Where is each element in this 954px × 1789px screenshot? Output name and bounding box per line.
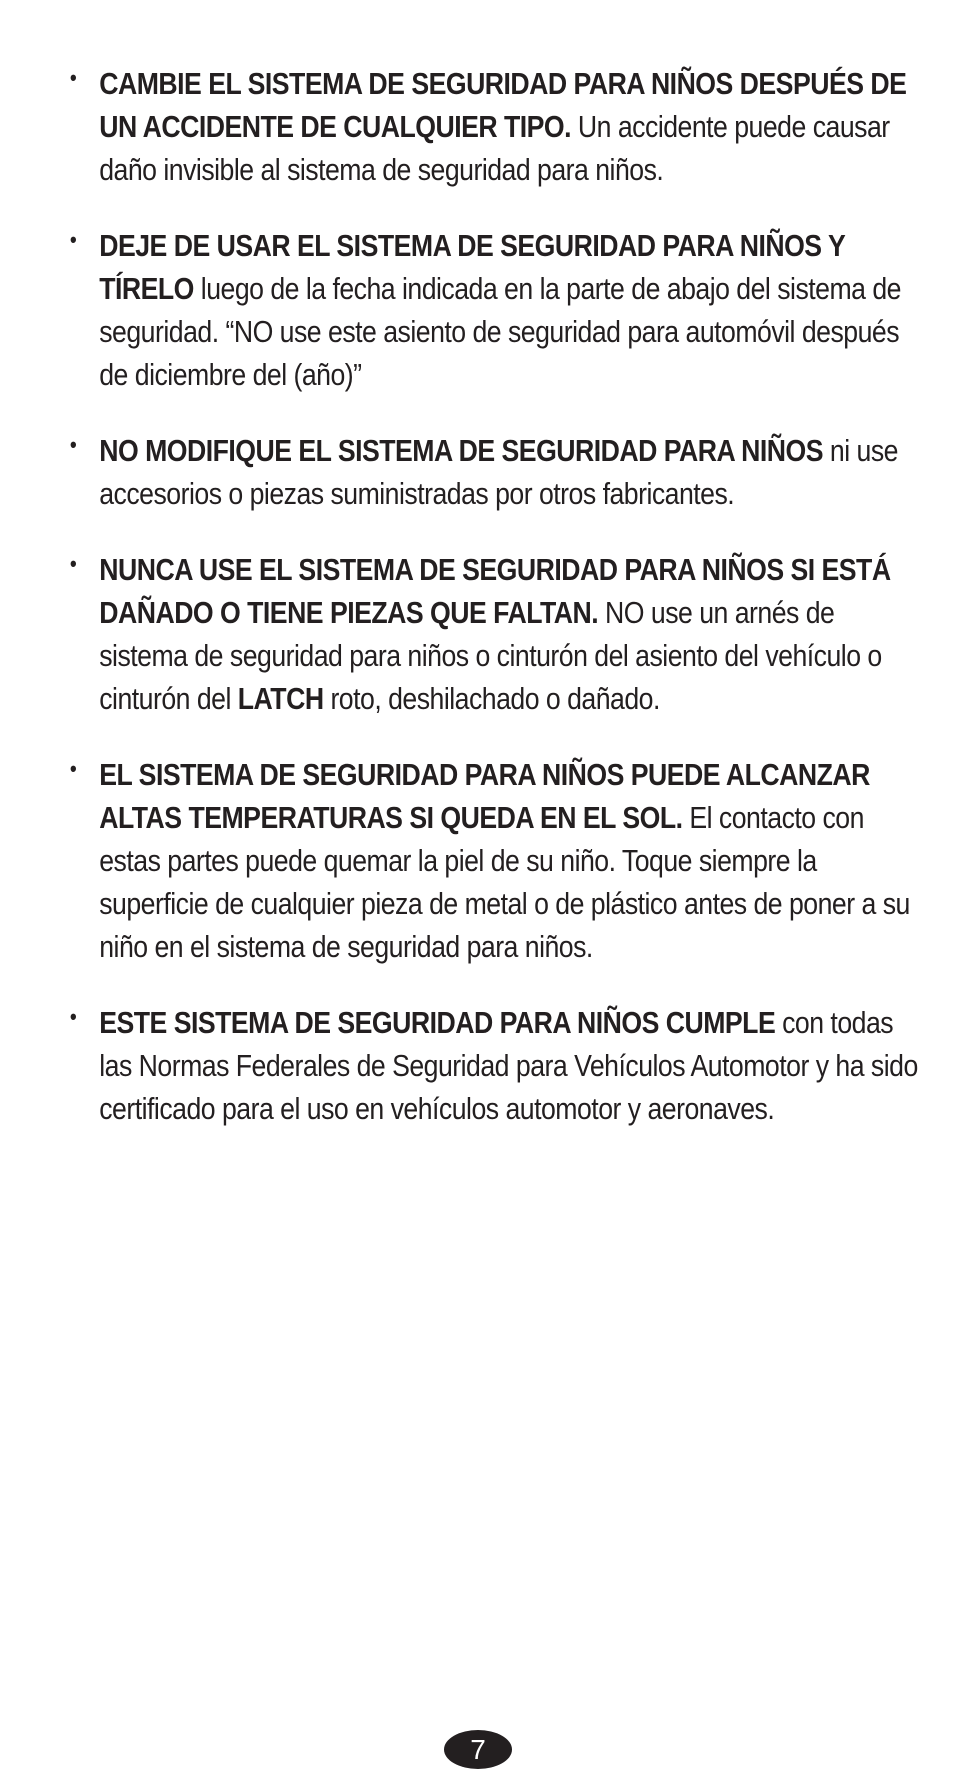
warning-heading-text: ESTE SISTEMA DE SEGURIDAD PARA NIÑOS CUMPLE xyxy=(99,1005,776,1040)
warning-item xyxy=(70,429,929,515)
bullet-icon: • xyxy=(70,1004,77,1029)
warning-body-text: Un accidente puede causar daño invisible al sistema de seguridad para niños. xyxy=(99,109,890,187)
warning-heading-text: NO MODIFIQUE EL SISTEMA DE SEGURIDAD PARA NIÑOS xyxy=(99,433,824,468)
warning-body-text: luego de la fecha indicada en la parte de abajo del sistema de seguridad. “NO use este asiento de seguridad para automóvil después de diciembre del (año)” xyxy=(99,271,901,392)
warning-heading-text: DEJE DE USAR EL SISTEMA DE SEGURIDAD PARA NIÑOS Y TÍRELO xyxy=(99,228,845,306)
bullet-icon: • xyxy=(70,65,77,90)
warning-item xyxy=(70,224,929,396)
warning-body-text: con todas las Normas Federales de Seguridad para Vehículos Automotor y ha sido certificado para el uso en vehículos automotor y aeronaves. xyxy=(99,1005,918,1126)
warning-item xyxy=(70,1001,929,1130)
manual-page-content xyxy=(70,62,918,1163)
bullet-icon: • xyxy=(70,756,77,781)
warning-body-text: roto, deshilachado o dañado. xyxy=(323,681,660,716)
bullet-icon: • xyxy=(70,551,77,576)
warning-item xyxy=(70,548,929,720)
warning-heading-text: CAMBIE EL SISTEMA DE SEGURIDAD PARA NIÑOS DESPUÉS DE UN ACCIDENTE DE CUALQUIER TIPO. xyxy=(99,66,907,144)
warning-body-text: El contacto con estas partes puede quemar la piel de su niño. Toque siempre la superficie de cualquier pieza de metal o de plástico antes de poner a su niño en el sistema de seguridad para niños. xyxy=(99,800,910,964)
page-number-badge: 7 xyxy=(444,1730,512,1769)
warning-body-text: NO use un arnés de sistema de seguridad para niños o cinturón del asiento del vehículo o cinturón del xyxy=(99,595,882,716)
warning-heading-text: EL SISTEMA DE SEGURIDAD PARA NIÑOS PUEDE ALCANZAR ALTAS TEMPERATURAS SI QUEDA EN EL SOL. xyxy=(99,757,870,835)
warning-item xyxy=(70,62,929,191)
warning-heading-text: LATCH xyxy=(237,681,324,716)
bullet-icon: • xyxy=(70,227,77,252)
bullet-icon: • xyxy=(70,432,77,457)
warning-item xyxy=(70,753,929,968)
safety-warnings-list xyxy=(70,62,918,1130)
warning-heading-text: NUNCA USE EL SISTEMA DE SEGURIDAD PARA NIÑOS SI ESTÁ DAÑADO O TIENE PIEZAS QUE FALTAN. xyxy=(99,552,891,630)
warning-body-text: ni use accesorios o piezas suministradas por otros fabricantes. xyxy=(99,433,898,511)
